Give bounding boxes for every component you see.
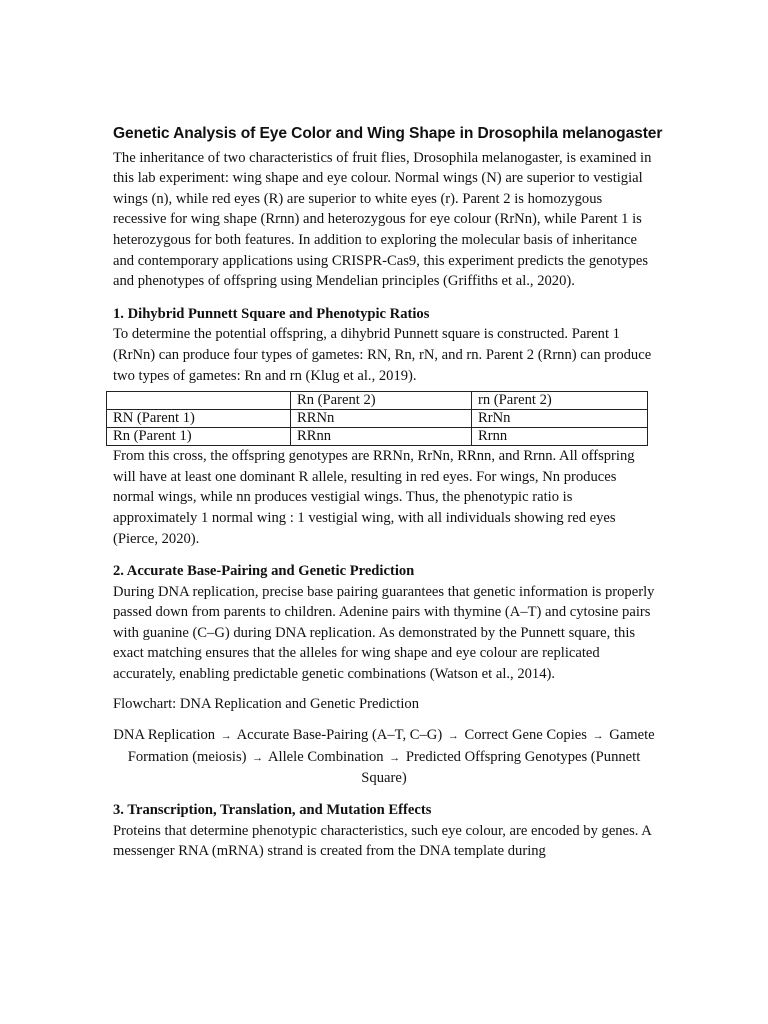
table-cell bbox=[107, 392, 291, 410]
table-row bbox=[107, 428, 648, 446]
flowchart-step: Gamete Formation (meiosis) bbox=[127, 727, 655, 765]
section1-heading: 1. Dihybrid Punnett Square and Phenotypic Ratios bbox=[113, 305, 430, 322]
punnett-square-table bbox=[106, 391, 648, 446]
flowchart-step: Allele Combination bbox=[268, 748, 384, 765]
table-cell: RN (Parent 1) bbox=[107, 410, 291, 428]
flowchart bbox=[113, 725, 655, 789]
flowchart-step: Predicted Offspring Genotypes (Punnett Square) bbox=[361, 748, 641, 787]
arrow-icon: → bbox=[447, 730, 459, 743]
flowchart-label: Flowchart: DNA Replication and Genetic Prediction bbox=[113, 695, 419, 712]
section1-after-paragraph: From this cross, the offspring genotypes are RRNn, RrNn, RRnn, and Rrnn. All offspring will have at least one dominant R allele, resulting in red eyes. For wings, Nn produces normal wings, while nn produces vestigial wings. Thus, the phenotypic ratio is approximately 1 normal wing : 1 vestigial wing, with all individuals showing red eyes (Pierce, 2020). bbox=[113, 448, 635, 547]
section2-body-paragraph: During DNA replication, precise base pairing guarantees that genetic information is properly passed down from parents to children. Adenine pairs with thymine (A–T) and cytosine pairs with guanine (C–G) during DNA replication. As demonstrated by the Punnett square, this exact matching ensures that the alleles for wing shape and eye colour are replicated accurately, enabling predictable genetic combinations (Watson et al., 2014). bbox=[113, 583, 655, 683]
arrow-icon: → bbox=[220, 730, 232, 743]
section3-body-paragraph: Proteins that determine phenotypic characteristics, such eye colour, are encoded by genes. A messenger RNA (mRNA) strand is created from the DNA template during bbox=[113, 822, 651, 860]
section1-intro-paragraph: To determine the potential offspring, a dihybrid Punnett square is constructed. Parent 1 (RrNn) can produce four types of gametes: RN, Rn, rN, and rn. Parent 2 (Rrnn) can produce two types of gametes: Rn and rn (Klug et al., 2019). bbox=[113, 326, 652, 384]
table-header-row bbox=[107, 392, 648, 410]
section3-heading: 3. Transcription, Translation, and Mutation Effects bbox=[113, 802, 432, 819]
document-page bbox=[113, 124, 663, 862]
table-cell: RRnn bbox=[291, 428, 472, 446]
flowchart-step: Accurate Base-Pairing (A–T, C–G) bbox=[236, 727, 443, 744]
flowchart-step: DNA Replication bbox=[113, 727, 216, 744]
table-cell: RRNn bbox=[291, 410, 472, 428]
table-cell: RrNn bbox=[472, 410, 648, 428]
table-cell: rn (Parent 2) bbox=[472, 392, 648, 410]
document-title: Genetic Analysis of Eye Color and Wing Shape in Drosophila melanogaster bbox=[113, 125, 663, 142]
intro-paragraph: The inheritance of two characteristics of fruit flies, Drosophila melanogaster, is examined in this lab experiment: wing shape and eye colour. Normal wings (N) are superior to vestigial wings (n), while red eyes (R) are superior to white eyes (r). Parent 2 is homozygous recessive for wing shape (Rrnn) and heterozygous for eye colour (RrNn), while Parent 1 is heterozygous for both features. In addition to exploring the molecular basis of inheritance and contemporary applications using CRISPR-Cas9, this experiment predicts the genotypes and phenotypes of offspring using Mendelian principles (Griffiths et al., 2020). bbox=[113, 149, 652, 290]
table-row bbox=[107, 410, 648, 428]
table-cell: Rrnn bbox=[472, 428, 648, 446]
arrow-icon: → bbox=[592, 730, 604, 743]
table-cell: Rn (Parent 2) bbox=[291, 392, 472, 410]
arrow-icon: → bbox=[252, 751, 264, 764]
flowchart-step: Correct Gene Copies bbox=[464, 727, 587, 744]
arrow-icon: → bbox=[389, 751, 401, 764]
table-cell: Rn (Parent 1) bbox=[107, 428, 291, 446]
section2-heading: 2. Accurate Base-Pairing and Genetic Prediction bbox=[113, 563, 415, 580]
